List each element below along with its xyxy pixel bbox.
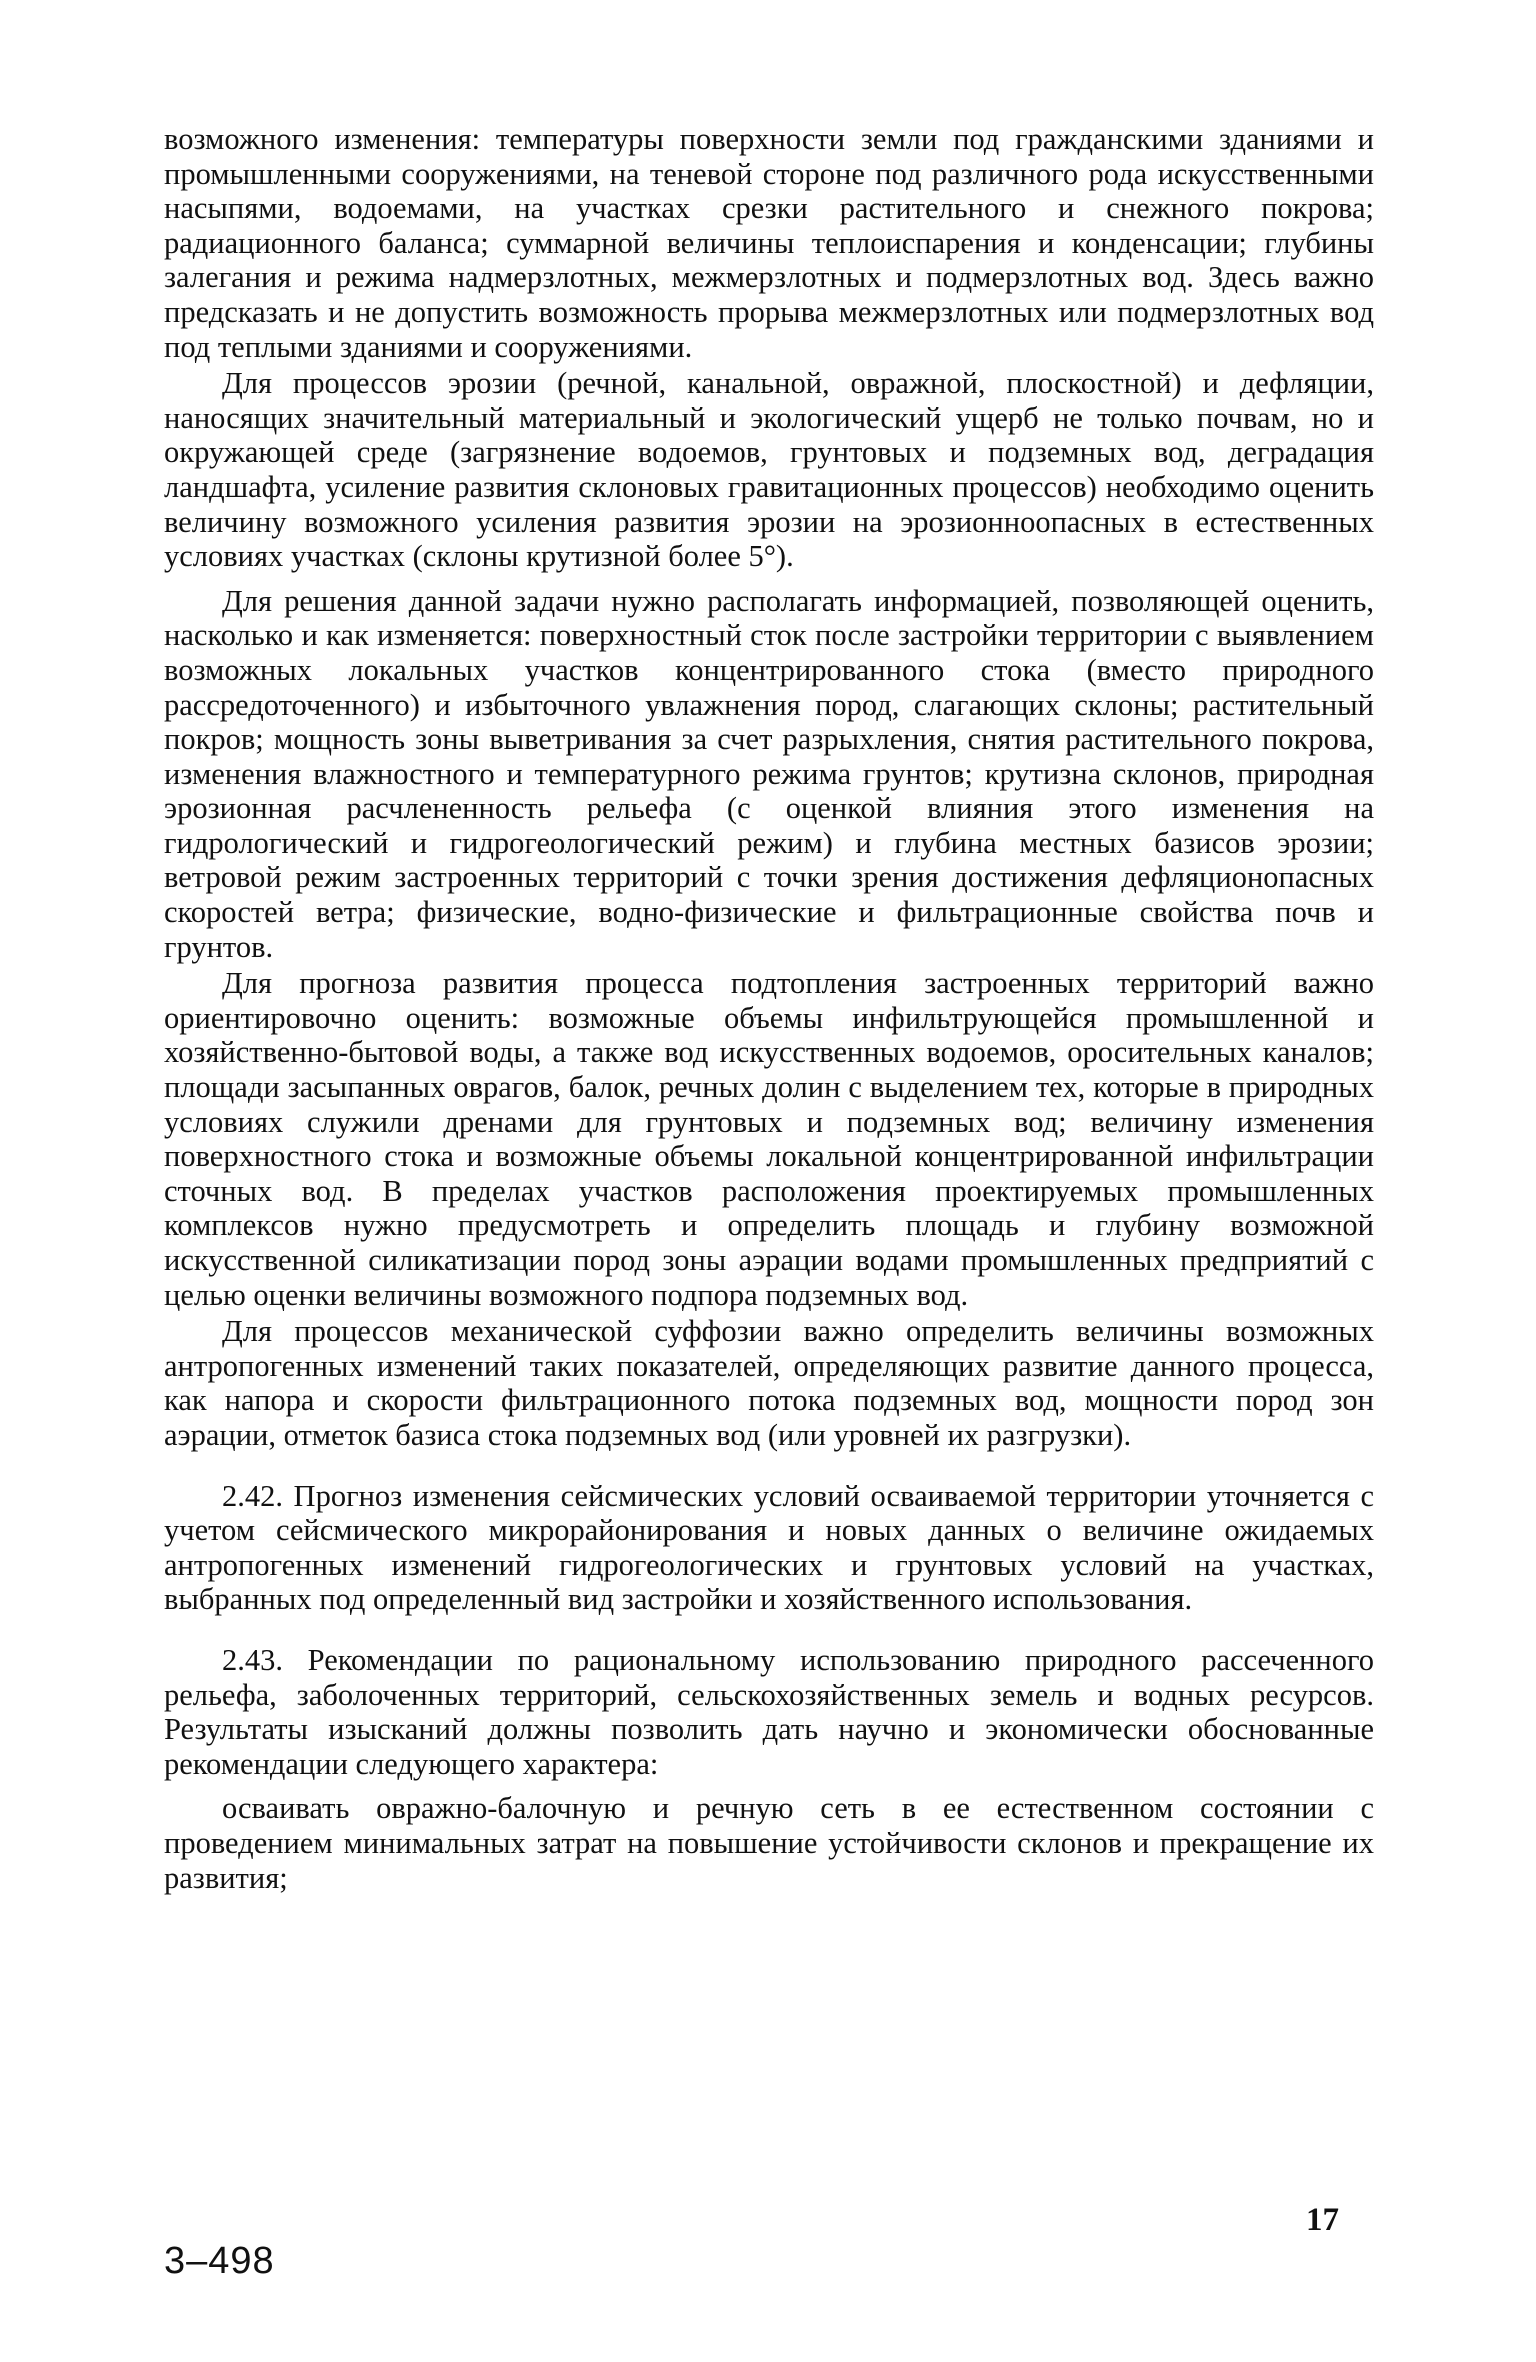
paragraph-recommendation: осваивать овражно-балочную и речную сеть в ее естественном состоянии с проведением минимальных затрат на повышение устойчивости склонов и прекращение их развития; xyxy=(164,1791,1374,1895)
document-body xyxy=(164,122,1374,1895)
paragraph-task-info: Для решения данной задачи нужно располагать информацией, позволяющей оценить, насколько и как изменяется: поверхностный сток после застройки территории с выявлением возможных локальных участков концентрированного стока (вместо природного рассредоточенного) и избыточного увлажнения пород, слагающих склоны; растительный покров; мощность зоны выветривания за счет разрыхления, снятия растительного покрова, изменения влажностного и температурного режима грунтов; крутизна склонов, природная эрозионная расчлененность рельефа (с оценкой влияния этого изменения на гидрологический и гидрогеологический режим) и глубина местных базисов эрозии; ветровой режим застроенных территорий с точки зрения достижения дефляционопасных скоростей ветра; физические, водно-физические и фильтрационные свойства почв и грунтов. xyxy=(164,583,1374,964)
paragraph-suffosion: Для процессов механической суффозии важно определить величины возможных антропогенных изменений таких показателей, определяющих развитие данного процесса, как напора и скорости фильтрационного потока подземных вод, мощности пород зон аэрации, отметок базиса стока подземных вод (или уровней их разгрузки). xyxy=(164,1314,1374,1452)
paragraph-section-2-42: 2.42. Прогноз изменения сейсмических условий осваиваемой территории уточняется с учетом сейсмического микрорайонирования и новых данных о величине ожидаемых антропогенных изменений гидрогеологических и грунтовых условий на участках, выбранных под определенный вид застройки и хозяйственного использования. xyxy=(164,1478,1374,1617)
paragraph-continued: возможного изменения: температуры поверхности земли под гражданскими зданиями и промышленными сооружениями, на теневой стороне под различного рода искусственными насыпями, водоемами, на участках срезки растительного и снежного покрова; радиационного баланса; суммарной величины теплоиспарения и конденсации; глубины залегания и режима надмерзлотных, межмерзлотных и подмерзлотных вод. Здесь важно предсказать и не допустить возможность прорыва межмерзлотных или подмерзлотных вод под теплыми зданиями и сооружениями. xyxy=(164,122,1374,364)
page-number: 17 xyxy=(1306,2202,1339,2238)
paragraph-erosion: Для процессов эрозии (речной, канальной, овражной, плоскостной) и дефляции, наносящих значительный материальный и экологический ущерб не только почвам, но и окружающей среде (загрязнение водоемов, грунтовых и подземных вод, деградация ландшафта, усиление развития склоновых гравитационных процессов) необходимо оценить величину возможного усиления развития эрозии на эрозионноопасных в естественных условиях участках (склоны крутизной более 5°). xyxy=(164,366,1374,574)
paragraph-section-2-43: 2.43. Рекомендации по рациональному использованию природного рассеченного рельефа, заболоченных территорий, сельскохозяйственных земель и водных ресурсов. Результаты изысканий должны позволить дать научно и экономически обоснованные рекомендации следующего характера: xyxy=(164,1642,1374,1781)
paragraph-flooding: Для прогноза развития процесса подтопления застроенных территорий важно ориентировочно оценить: возможные объемы инфильтрующейся промышленной и хозяйственно-бытовой воды, а также вод искусственных водоемов, оросительных каналов; площади засыпанных оврагов, балок, речных долин с выделением тех, которые в природных условиях служили дренами для грунтовых и подземных вод; величину изменения поверхностного стока и возможные объемы локальной концентрированной инфильтрации сточных вод. В пределах участков расположения проектируемых промышленных комплексов нужно предусмотреть и определить площадь и глубину возможной искусственной силикатизации пород зоны аэрации водами промышленных предприятий с целью оценки величины возможного подпора подземных вод. xyxy=(164,966,1374,1312)
signature-mark: 3–498 xyxy=(164,2240,275,2282)
